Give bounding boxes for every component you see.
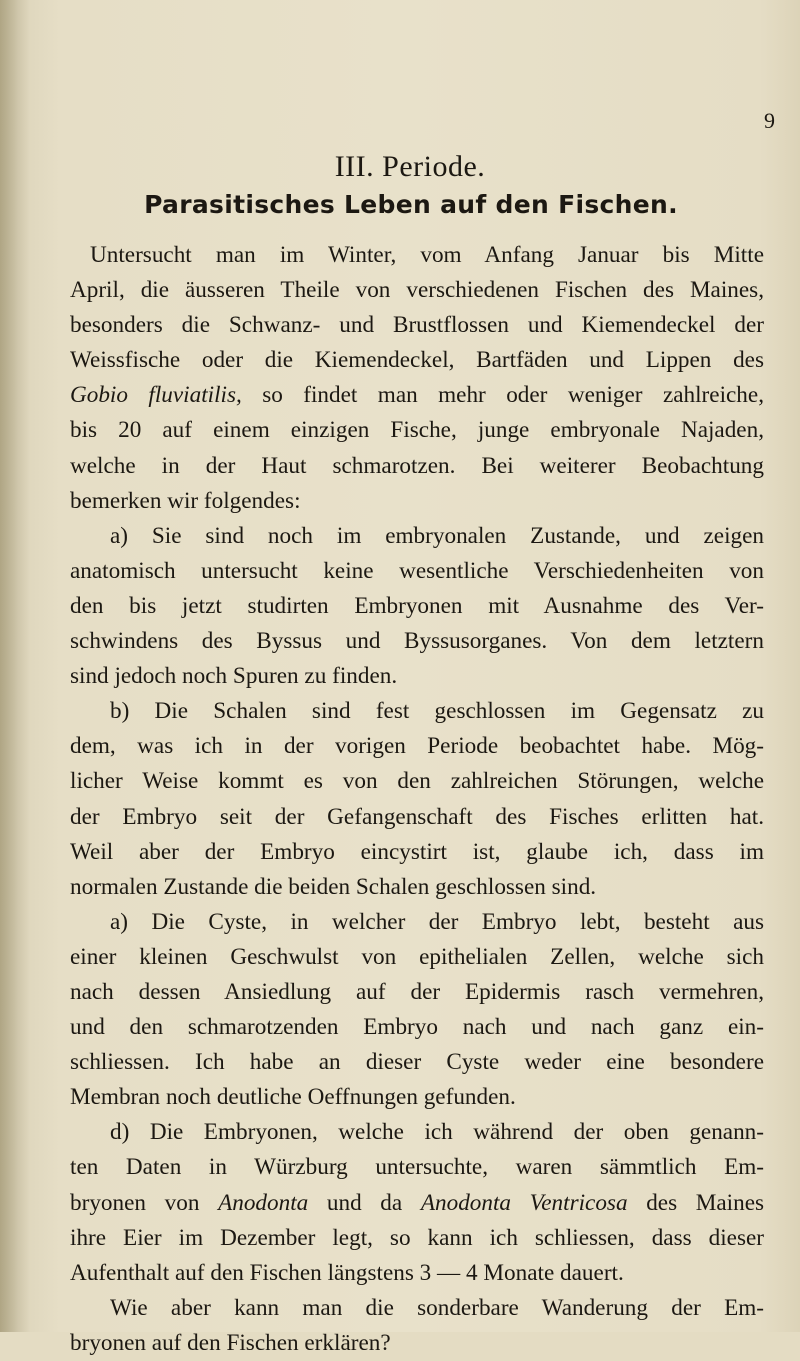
- text-line: April, die äusseren Theile von verschiedenen Fischen des Maines,: [70, 277, 764, 304]
- text-line: sind jedoch noch Spuren zu finden.: [70, 663, 398, 690]
- text-line: bis 20 auf einem einzigen Fische, junge embryonale Najaden,: [70, 417, 764, 444]
- text-line: nach dessen Ansiedlung auf der Epidermis rasch vermehren,: [70, 978, 764, 1005]
- text-line: normalen Zustande die beiden Schalen geschlossen sind.: [70, 873, 597, 900]
- text-line: [70, 1186, 764, 1221]
- text-line: einer kleinen Geschwulst von epithelialen Zellen, welche sich: [70, 943, 764, 970]
- text-line: licher Weise kommt es von den zahlreichen Störungen, welche: [70, 768, 764, 795]
- text-line: ihre Eier im Dezember legt, so kann ich schliessen, dass dieser: [70, 1224, 764, 1251]
- text-line: a) Die Cyste, in welcher der Embryo lebt, besteht aus: [110, 908, 764, 935]
- text-fragment: bryonen von: [70, 1189, 219, 1216]
- text-line: Membran noch deutliche Oeffnungen gefunden.: [70, 1084, 516, 1111]
- text-line: b) Die Schalen sind fest geschlossen im Gegensatz zu: [110, 698, 764, 725]
- text-fragment: so findet man mehr oder weniger zahlreiche,: [241, 382, 764, 409]
- italic-taxon-name: Anodonta: [218, 1189, 309, 1216]
- text-line: schwindens des Byssus und Byssusorganes. Von dem letztern: [70, 628, 764, 655]
- italic-taxon-name: Anodonta Ventricosa: [420, 1189, 628, 1216]
- section-title: Parasitisches Leben auf den Fischen.: [144, 190, 678, 219]
- text-line: bemerken wir folgendes:: [70, 487, 301, 514]
- text-line: anatomisch untersucht keine wesentliche Verschiedenheiten von: [70, 557, 764, 584]
- text-line: und den schmarotzenden Embryo nach und nach ganz ein-: [70, 1014, 764, 1041]
- text-line: Untersucht man im Winter, vom Anfang Januar bis Mitte: [90, 242, 764, 268]
- text-line: Weissfische oder die Kiemendeckel, Bartfäden und Lippen des: [70, 347, 764, 374]
- period-title: III. Periode.: [334, 150, 486, 183]
- text-fragment: und da: [308, 1189, 421, 1216]
- text-line: [70, 378, 764, 413]
- text-line: der Embryo seit der Gefangenschaft des Fisches erlitten hat.: [70, 803, 764, 830]
- text-line: Wie aber kann man die sonderbare Wanderung der Em-: [110, 1294, 764, 1321]
- body-text: [70, 238, 764, 1361]
- text-line: dem, was ich in der vorigen Periode beobachtet habe. Mög-: [70, 733, 764, 760]
- text-line: bryonen auf den Fischen erklären?: [70, 1329, 391, 1356]
- text-line: den bis jetzt studirten Embryonen mit Ausnahme des Ver-: [70, 592, 764, 619]
- text-line: Weil aber der Embryo eincystirt ist, glaube ich, dass im: [70, 838, 764, 865]
- text-line: d) Die Embryonen, welche ich während der oben genann-: [110, 1119, 764, 1146]
- text-line: besonders die Schwanz- und Brustflossen und Kiemendeckel der: [70, 312, 764, 339]
- text-line: welche in der Haut schmarotzen. Bei weiterer Beobachtung: [70, 452, 764, 479]
- italic-taxon-name: Gobio fluviatilis,: [70, 382, 242, 409]
- text-fragment: des Maines: [627, 1189, 765, 1216]
- text-line: Aufenthalt auf den Fischen längstens 3 — 4 Monate dauert.: [70, 1259, 624, 1286]
- text-line: a) Sie sind noch im embryonalen Zustande, und zeigen: [110, 522, 764, 549]
- page-number: 9: [764, 108, 775, 133]
- text-line: ten Daten in Würzburg untersuchte, waren sämmtlich Em-: [70, 1154, 764, 1181]
- text-line: schliessen. Ich habe an dieser Cyste weder eine besondere: [70, 1049, 764, 1076]
